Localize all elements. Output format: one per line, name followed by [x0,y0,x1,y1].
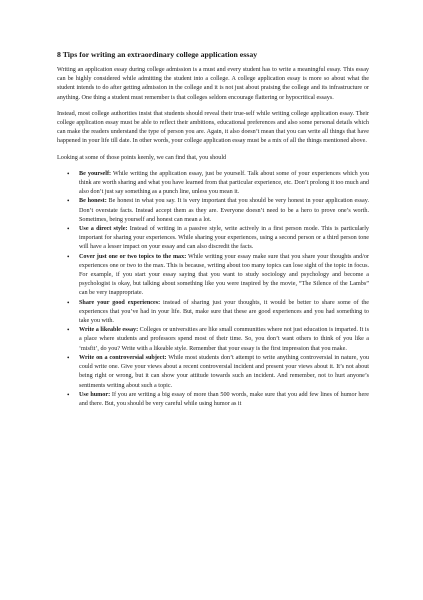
tip-text: While writing the application essay, just be yourself. Talk about some of your experiences which you think are worth sharing and what you have learned from that particular experience, etc. Don’t prolong it too much and also don’t just say something as a punch line, unless you mean it. [79,170,369,196]
lead-in-paragraph: Looking at some of those points keenly, we can find that, you should [57,154,227,161]
document-title: 8 Tips for writing an extraordinary college application essay [57,50,258,59]
tip-item [79,253,369,299]
tip-text: While writing your essay make sure that you share your thoughts and/or experiences one or two to the max. This is because, writing about too many topics can lose sight of the topic in focus. For example, if you start your essay saying that you want to study sociology and psychology and become a psychologist is okay, but talking about something like you were inspired by the movie, “The Silence of the Lambs” can be very inappropriate. [79,253,369,297]
tip-heading: Be yourself: [79,170,112,177]
tip-text: While most students don’t attempt to write anything controversial in nature, you could write one. Give your views about a recent controversial incident and present your views about it. It’s not about being right or wrong, but it can show your attitude towards such an incident. And remember, not to hurt anyone’s sentiments writing about such a topic. [79,354,369,389]
tip-text: Colleges or universities are like small communities where not just education is imparted. It is a place where students and professors spend most of their time. So, you don’t want others to think of you like a ‘misfit’, do you? Write with a likeable style. Remember that your essay is the first impression that you make. [79,327,369,352]
tip-text: instead of sharing just your thoughts, it would be better to share some of the experiences that you’ve had in your life. But, make sure that these are good experiences and you had something to take you with. [79,299,369,325]
body-paragraph: Instead, most college authorities insist that students should reveal their true-self while writing college application essay. Their college application essay must be able to reflect their ambitions, educational preferences and also some personal details which can make the readers understand the type of person you are. Again, it also doesn’t mean that you can write all things that have happened in your life till date. In other words, your college application essay must be a mix of all the things mentioned above. [57,110,369,145]
tip-item [79,299,369,327]
tip-heading: Write a likeable essay: [79,327,139,334]
tip-heading: Use humor: [79,391,111,398]
tip-heading: Use a direct style: [79,226,128,233]
tip-item [79,197,369,225]
tip-heading: Write on a controversial subject: [79,354,167,361]
tips-list [57,170,369,409]
tip-text: If you are writing a big essay of more than 500 words, make sure that you add few lines of humor here and there. But, you should be very careful while using humor as it [79,391,370,407]
tip-heading: Be honest: [79,198,107,205]
tip-item [79,391,369,409]
tip-heading: Share your good experiences: [79,299,161,306]
tip-text: Instead of writing in a passive style, write actively in a first person mode. This is particularly important for sharing your experiences. While sharing your experiences, using a second person or a third person tone will have a lesser impact on your essay and can also discredit the facts. [79,226,370,251]
tip-item [79,170,369,198]
tip-text: Be honest in what you say. It is very important that you should be very honest in your application essay. Don’t overstate facts. Instead accept them as they are. Everyone doesn’t need to be a hero to prove one’s worth. Sometimes, being yourself and honest can mean a lot. [79,198,369,223]
intro-paragraph: Writing an application essay during college admission is a must and every student has to write a meaningful essay. This essay can be highly considered while admitting the student into a college. A college application essay is more so about what the student intends to do after getting admission in the college and it is not just about praising the college and its infrastructure or anything. One thing a student must remember is that colleges seldom encourage flattering or hypocritical essays. [57,67,369,101]
tip-heading: Cover just one or two topics to the max: [79,253,187,260]
tip-item [79,354,369,391]
tip-item [79,225,369,253]
tip-item [79,326,369,354]
